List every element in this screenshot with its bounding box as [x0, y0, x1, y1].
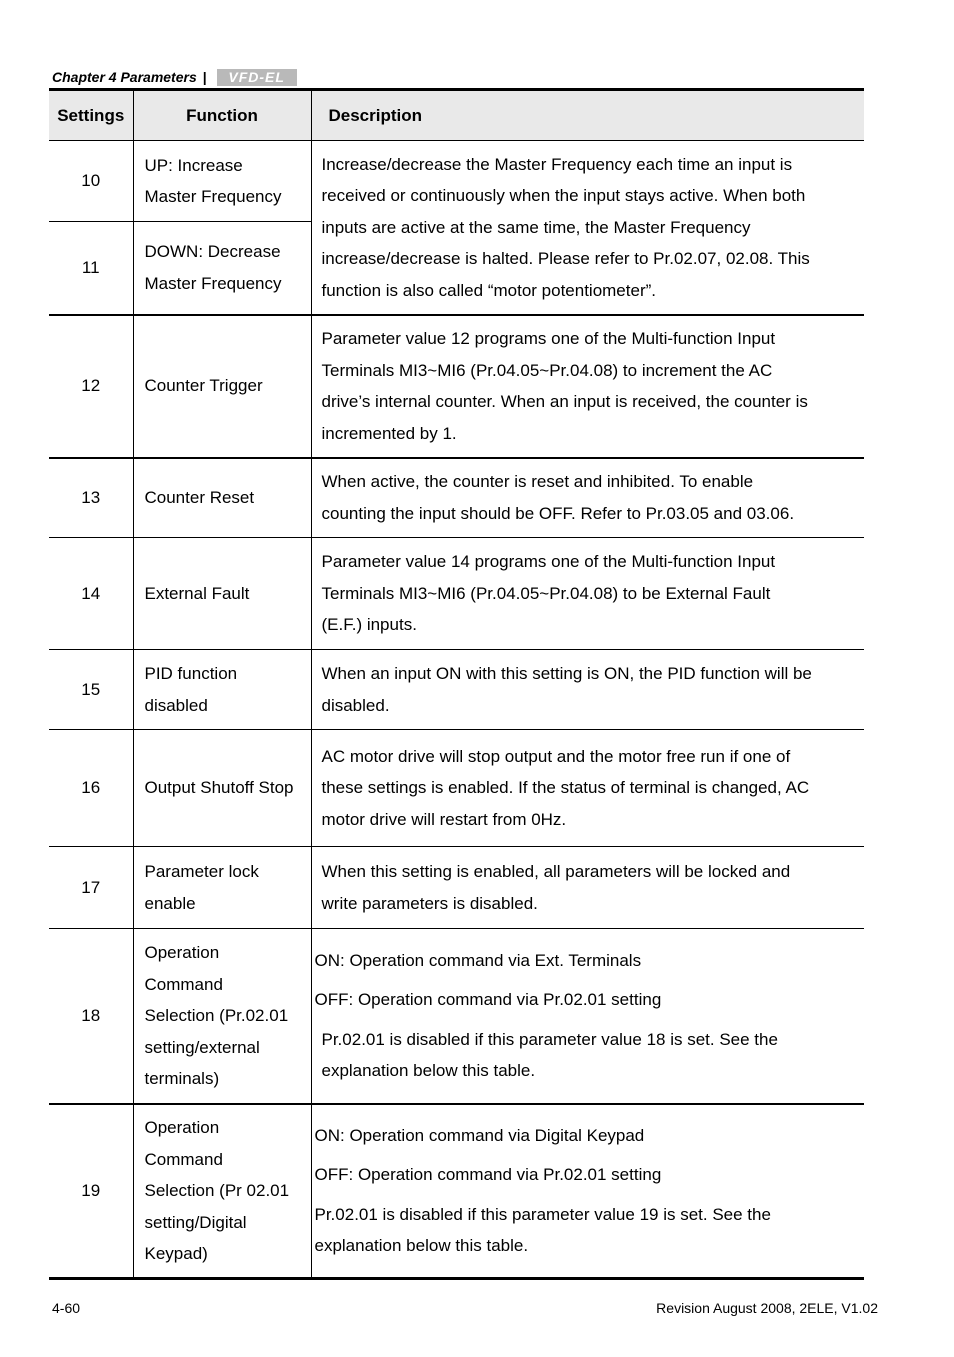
- description-cell: [311, 141, 864, 315]
- description-line: inputs are active at the same time, the Master Frequency: [321, 217, 751, 237]
- description-line: When this setting is enabled, all parameters will be locked and: [321, 862, 791, 881]
- description-line: (E.F.) inputs.: [321, 615, 417, 635]
- description-cell: [311, 315, 864, 458]
- description-line: increase/decrease is halted. Please refer to Pr.02.07, 02.08. This: [321, 249, 810, 268]
- description-line: function is also called “motor potentiometer”.: [321, 280, 656, 300]
- function-line: Selection (Pr 02.01: [144, 1181, 290, 1200]
- function-cell: [133, 847, 311, 929]
- page-header: [52, 66, 297, 88]
- setting-value: 17: [49, 847, 133, 929]
- table-row: [49, 929, 864, 1104]
- function-line: Master Frequency: [144, 273, 282, 293]
- description-line: explanation below this table.: [314, 1236, 529, 1256]
- function-cell: External Fault: [133, 538, 311, 650]
- description-line: ON: Operation command via Ext. Terminals: [314, 950, 642, 970]
- function-line: terminals): [144, 1069, 220, 1088]
- description-line: received or continuously when the input stays active. When both: [321, 186, 806, 205]
- table-row: [49, 847, 864, 929]
- table-row: [49, 1104, 864, 1279]
- function-cell: Counter Trigger: [133, 315, 311, 458]
- function-line: enable: [144, 893, 196, 913]
- description-line: Pr.02.01 is disabled if this parameter value 18 is set. See the: [321, 1029, 778, 1049]
- description-line: drive’s internal counter. When an input is received, the counter is: [321, 392, 808, 411]
- description-line: disabled.: [321, 695, 390, 715]
- description-cell: [311, 538, 864, 650]
- function-line: Operation: [144, 1118, 220, 1137]
- setting-value: 15: [49, 650, 133, 730]
- header-separator: |: [202, 69, 207, 85]
- function-cell: [133, 1104, 311, 1279]
- chapter-title: Chapter 4 Parameters: [52, 69, 197, 85]
- column-header-settings: Settings: [49, 90, 133, 141]
- function-line: UP: Increase: [144, 155, 243, 175]
- description-line: ON: Operation command via Digital Keypad: [314, 1125, 645, 1145]
- description-cell: [311, 847, 864, 929]
- page-number: 4-60: [52, 1300, 81, 1316]
- function-line: Master Frequency: [144, 187, 282, 206]
- function-line: setting/external: [144, 1037, 260, 1057]
- function-cell: [133, 141, 311, 222]
- description-line: explanation below this table.: [321, 1061, 536, 1081]
- setting-value: 13: [49, 458, 133, 538]
- function-cell: Counter Reset: [133, 458, 311, 538]
- description-line: OFF: Operation command via Pr.02.01 setting: [314, 990, 662, 1010]
- description-line: Terminals MI3~MI6 (Pr.04.05~Pr.04.08) to be External Fault: [321, 583, 771, 603]
- description-cell: [311, 1104, 864, 1279]
- description-line: Increase/decrease the Master Frequency each time an input is: [321, 154, 793, 174]
- description-line: When an input ON with this setting is ON, the PID function will be: [321, 664, 812, 683]
- revision-info: Revision August 2008, 2ELE, V1.02: [656, 1300, 878, 1316]
- description-line: Parameter value 14 programs one of the Multi-function Input: [321, 552, 776, 572]
- function-line: setting/Digital: [144, 1212, 247, 1232]
- setting-value: 19: [49, 1104, 133, 1279]
- description-line: motor drive will restart from 0Hz.: [321, 809, 567, 829]
- description-line: these settings is enabled. If the status of terminal is changed, AC: [321, 778, 810, 798]
- function-cell: [133, 650, 311, 730]
- table-row: [49, 141, 864, 222]
- description-cell: [311, 458, 864, 538]
- description-cell: [311, 730, 864, 847]
- description-cell: [311, 650, 864, 730]
- function-cell: [133, 222, 311, 315]
- table-row: [49, 315, 864, 458]
- setting-value: 10: [49, 141, 133, 222]
- setting-value: 16: [49, 730, 133, 847]
- description-line: OFF: Operation command via Pr.02.01 setting: [314, 1165, 662, 1185]
- description-line: write parameters is disabled.: [321, 893, 538, 913]
- setting-value: 14: [49, 538, 133, 650]
- description-line: AC motor drive will stop output and the motor free run if one of: [321, 746, 791, 766]
- parameter-settings-table: [49, 88, 864, 1280]
- function-line: Command: [144, 974, 223, 994]
- description-cell: [311, 929, 864, 1104]
- setting-value: 12: [49, 315, 133, 458]
- table-row: [49, 458, 864, 538]
- function-line: Selection (Pr.02.01: [144, 1006, 289, 1025]
- function-line: Operation: [144, 943, 220, 962]
- function-line: PID function: [144, 664, 238, 683]
- function-line: Command: [144, 1149, 223, 1169]
- setting-value: 11: [49, 222, 133, 315]
- function-cell: [133, 929, 311, 1104]
- table-row: [49, 730, 864, 847]
- setting-value: 18: [49, 929, 133, 1104]
- vfd-el-logo: VFD-EL: [217, 69, 297, 86]
- column-header-function: Function: [133, 90, 311, 141]
- table-row: [49, 538, 864, 650]
- description-line: Parameter value 12 programs one of the Multi-function Input: [321, 329, 776, 348]
- description-line: Pr.02.01 is disabled if this parameter value 19 is set. See the: [314, 1204, 771, 1224]
- description-line: Terminals MI3~MI6 (Pr.04.05~Pr.04.08) to increment the AC: [321, 360, 773, 380]
- column-header-description: Description: [311, 90, 864, 141]
- function-line: disabled: [144, 695, 208, 715]
- table-header-row: [49, 90, 864, 141]
- function-line: DOWN: Decrease: [144, 242, 281, 262]
- function-line: Parameter lock: [144, 862, 259, 881]
- table-row: [49, 650, 864, 730]
- function-line: Keypad): [144, 1244, 208, 1263]
- description-line: counting the input should be OFF. Refer to Pr.03.05 and 03.06.: [321, 503, 795, 523]
- description-line: When active, the counter is reset and inhibited. To enable: [321, 472, 754, 492]
- description-line: incremented by 1.: [321, 423, 457, 443]
- function-cell: Output Shutoff Stop: [133, 730, 311, 847]
